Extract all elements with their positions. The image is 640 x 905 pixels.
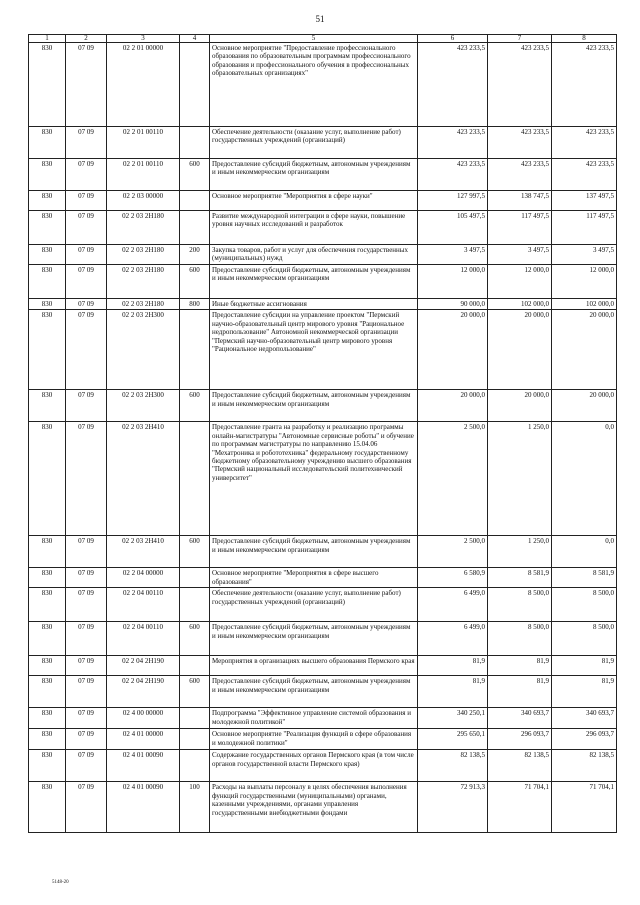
target-article-cell: 02 2 01 00110	[107, 159, 180, 191]
section-code-cell: 07 09	[66, 422, 107, 536]
description-cell: Мероприятия в организациях высшего образования Пермского края	[210, 656, 418, 676]
table-row	[29, 676, 617, 708]
section-code-cell: 07 09	[66, 568, 107, 588]
expense-type-cell	[180, 568, 210, 588]
amount-2023-cell: 137 497,5	[552, 191, 617, 211]
target-article-cell: 02 2 01 00000	[107, 43, 180, 127]
description-cell: Закупка товаров, работ и услуг для обеспечения государственных (муниципальных) нужд	[210, 245, 418, 265]
description-cell: Иные бюджетные ассигнования	[210, 299, 418, 310]
admin-code-cell: 830	[29, 750, 66, 782]
amount-2023-cell: 117 497,5	[552, 211, 617, 245]
amount-2023-cell: 81,9	[552, 656, 617, 676]
amount-2023-cell: 423 233,5	[552, 43, 617, 127]
amount-2023-cell: 12 000,0	[552, 265, 617, 299]
amount-2021-cell: 90 000,0	[418, 299, 488, 310]
amount-2021-cell: 105 497,5	[418, 211, 488, 245]
target-article-cell: 02 2 03 2Н180	[107, 265, 180, 299]
table-row	[29, 245, 617, 265]
table-row	[29, 390, 617, 422]
target-article-cell: 02 2 03 2Н180	[107, 299, 180, 310]
admin-code-cell: 830	[29, 159, 66, 191]
column-header: 7	[488, 35, 552, 43]
section-code-cell: 07 09	[66, 588, 107, 622]
header-row	[29, 35, 617, 43]
description-cell: Предоставление субсидий бюджетным, автономным учреждениям и иным некоммерческим организациям	[210, 159, 418, 191]
target-article-cell: 02 2 03 00000	[107, 191, 180, 211]
admin-code-cell: 830	[29, 422, 66, 536]
description-cell: Основное мероприятие "Мероприятия в сфере высшего образования"	[210, 568, 418, 588]
page-number: 51	[315, 14, 325, 24]
table-row	[29, 568, 617, 588]
amount-2022-cell: 423 233,5	[488, 43, 552, 127]
amount-2022-cell: 117 497,5	[488, 211, 552, 245]
admin-code-cell: 830	[29, 588, 66, 622]
section-code-cell: 07 09	[66, 127, 107, 159]
section-code-cell: 07 09	[66, 676, 107, 708]
expense-type-cell: 200	[180, 245, 210, 265]
amount-2023-cell: 8 500,0	[552, 622, 617, 656]
section-code-cell: 07 09	[66, 191, 107, 211]
amount-2021-cell: 2 500,0	[418, 536, 488, 568]
expense-type-cell: 600	[180, 622, 210, 656]
section-code-cell: 07 09	[66, 622, 107, 656]
admin-code-cell: 830	[29, 299, 66, 310]
description-cell: Предоставление субсидий бюджетным, автономным учреждениям и иным некоммерческим организациям	[210, 265, 418, 299]
description-cell: Основное мероприятие "Предоставление профессионального образования по образовательным программам профессионального образования и профессионального обучения в профессиональных образовательных организациях"	[210, 43, 418, 127]
column-header: 5	[210, 35, 418, 43]
column-header: 2	[66, 35, 107, 43]
expense-type-cell	[180, 211, 210, 245]
amount-2022-cell: 71 704,1	[488, 782, 552, 833]
table-row	[29, 127, 617, 159]
target-article-cell: 02 2 04 2Н190	[107, 656, 180, 676]
amount-2022-cell: 423 233,5	[488, 127, 552, 159]
amount-2021-cell: 423 233,5	[418, 127, 488, 159]
admin-code-cell: 830	[29, 310, 66, 390]
target-article-cell: 02 2 03 2Н180	[107, 211, 180, 245]
target-article-cell: 02 2 03 2Н300	[107, 310, 180, 390]
table-row	[29, 211, 617, 245]
table-row	[29, 708, 617, 729]
amount-2023-cell: 0,0	[552, 536, 617, 568]
section-code-cell: 07 09	[66, 536, 107, 568]
amount-2021-cell: 81,9	[418, 676, 488, 708]
section-code-cell: 07 09	[66, 390, 107, 422]
amount-2021-cell: 295 650,1	[418, 729, 488, 750]
table-row	[29, 159, 617, 191]
amount-2021-cell: 82 138,5	[418, 750, 488, 782]
table-row	[29, 191, 617, 211]
amount-2023-cell: 0,0	[552, 422, 617, 536]
admin-code-cell: 830	[29, 245, 66, 265]
description-cell: Предоставление субсидий бюджетным, автономным учреждениям и иным некоммерческим организациям	[210, 390, 418, 422]
amount-2023-cell: 102 000,0	[552, 299, 617, 310]
expense-type-cell: 600	[180, 676, 210, 708]
expense-type-cell	[180, 422, 210, 536]
expense-type-cell: 100	[180, 782, 210, 833]
section-code-cell: 07 09	[66, 211, 107, 245]
amount-2023-cell: 340 693,7	[552, 708, 617, 729]
amount-2021-cell: 127 997,5	[418, 191, 488, 211]
column-header: 3	[107, 35, 180, 43]
amount-2022-cell: 1 250,0	[488, 422, 552, 536]
amount-2023-cell: 423 233,5	[552, 127, 617, 159]
target-article-cell: 02 2 01 00110	[107, 127, 180, 159]
table-row	[29, 422, 617, 536]
description-cell: Предоставление субсидии на управление проектом "Пермский научно-образовательный центр мирового уровня "Рациональное недропользование" Автономной некоммерческой организации "Пермский научно-образовательный центр мирового уровня "Рациональное недропользование"	[210, 310, 418, 390]
description-cell: Предоставление субсидий бюджетным, автономным учреждениям и иным некоммерческим организациям	[210, 676, 418, 708]
amount-2021-cell: 20 000,0	[418, 310, 488, 390]
table-row	[29, 750, 617, 782]
column-header: 4	[180, 35, 210, 43]
amount-2022-cell: 3 497,5	[488, 245, 552, 265]
expense-type-cell	[180, 588, 210, 622]
expense-type-cell	[180, 750, 210, 782]
expense-type-cell	[180, 656, 210, 676]
admin-code-cell: 830	[29, 211, 66, 245]
table-body	[29, 43, 617, 833]
admin-code-cell: 830	[29, 265, 66, 299]
table-row	[29, 622, 617, 656]
admin-code-cell: 830	[29, 729, 66, 750]
target-article-cell: 02 4 01 00000	[107, 729, 180, 750]
amount-2023-cell: 423 233,5	[552, 159, 617, 191]
description-cell: Предоставление гранта на разработку и реализацию программы онлайн-магистратуры "Автономные сервисные роботы" и обучение по программам магистратуры по направлению 15.04.06 "Мехатроника и робототехника" федеральному государственному бюджетному образовательному учреждению высшего образования "Пермский национальный исследовательский политехнический университет"	[210, 422, 418, 536]
admin-code-cell: 830	[29, 568, 66, 588]
amount-2022-cell: 12 000,0	[488, 265, 552, 299]
amount-2023-cell: 3 497,5	[552, 245, 617, 265]
table-row	[29, 588, 617, 622]
section-code-cell: 07 09	[66, 782, 107, 833]
expense-type-cell	[180, 310, 210, 390]
amount-2021-cell: 6 499,0	[418, 588, 488, 622]
table-row	[29, 536, 617, 568]
table-row	[29, 310, 617, 390]
section-code-cell: 07 09	[66, 310, 107, 390]
target-article-cell: 02 4 01 00090	[107, 750, 180, 782]
expense-type-cell	[180, 708, 210, 729]
target-article-cell: 02 2 04 00000	[107, 568, 180, 588]
description-cell: Обеспечение деятельности (оказание услуг, выполнение работ) государственных учреждений (организаций)	[210, 588, 418, 622]
admin-code-cell: 830	[29, 656, 66, 676]
amount-2022-cell: 138 747,5	[488, 191, 552, 211]
amount-2022-cell: 102 000,0	[488, 299, 552, 310]
column-header: 6	[418, 35, 488, 43]
admin-code-cell: 830	[29, 622, 66, 656]
amount-2023-cell: 8 500,0	[552, 588, 617, 622]
amount-2021-cell: 340 250,1	[418, 708, 488, 729]
expense-type-cell: 600	[180, 159, 210, 191]
target-article-cell: 02 4 01 00090	[107, 782, 180, 833]
expense-type-cell: 600	[180, 390, 210, 422]
amount-2022-cell: 82 138,5	[488, 750, 552, 782]
description-cell: Развитие международной интеграции в сфере науки, повышение уровня научных исследований и разработок	[210, 211, 418, 245]
expense-type-cell: 800	[180, 299, 210, 310]
amount-2021-cell: 72 913,3	[418, 782, 488, 833]
column-header: 1	[29, 35, 66, 43]
admin-code-cell: 830	[29, 782, 66, 833]
admin-code-cell: 830	[29, 43, 66, 127]
amount-2022-cell: 340 693,7	[488, 708, 552, 729]
amount-2021-cell: 6 580,9	[418, 568, 488, 588]
column-header: 8	[552, 35, 617, 43]
target-article-cell: 02 2 03 2Н410	[107, 536, 180, 568]
expense-type-cell	[180, 43, 210, 127]
amount-2021-cell: 423 233,5	[418, 159, 488, 191]
amount-2022-cell: 81,9	[488, 676, 552, 708]
amount-2022-cell: 8 500,0	[488, 622, 552, 656]
section-code-cell: 07 09	[66, 245, 107, 265]
table-row	[29, 729, 617, 750]
amount-2023-cell: 71 704,1	[552, 782, 617, 833]
admin-code-cell: 830	[29, 676, 66, 708]
document-code: 5148-20	[52, 880, 69, 885]
description-cell: Подпрограмма "Эффективное управление системой образования и молодежной политикой"	[210, 708, 418, 729]
target-article-cell: 02 2 03 2Н300	[107, 390, 180, 422]
amount-2022-cell: 8 500,0	[488, 588, 552, 622]
expense-type-cell	[180, 191, 210, 211]
admin-code-cell: 830	[29, 708, 66, 729]
description-cell: Содержание государственных органов Пермского края (в том числе органов государственной власти Пермского края)	[210, 750, 418, 782]
target-article-cell: 02 2 04 00110	[107, 588, 180, 622]
section-code-cell: 07 09	[66, 265, 107, 299]
table-row	[29, 265, 617, 299]
admin-code-cell: 830	[29, 191, 66, 211]
target-article-cell: 02 2 04 00110	[107, 622, 180, 656]
table-row	[29, 782, 617, 833]
section-code-cell: 07 09	[66, 656, 107, 676]
amount-2022-cell: 20 000,0	[488, 310, 552, 390]
amount-2022-cell: 20 000,0	[488, 390, 552, 422]
section-code-cell: 07 09	[66, 750, 107, 782]
amount-2021-cell: 3 497,5	[418, 245, 488, 265]
description-cell: Предоставление субсидий бюджетным, автономным учреждениям и иным некоммерческим организациям	[210, 536, 418, 568]
budget-table	[28, 34, 617, 833]
amount-2021-cell: 81,9	[418, 656, 488, 676]
amount-2022-cell: 8 581,9	[488, 568, 552, 588]
expense-type-cell: 600	[180, 536, 210, 568]
expense-type-cell: 600	[180, 265, 210, 299]
amount-2023-cell: 81,9	[552, 676, 617, 708]
amount-2023-cell: 20 000,0	[552, 310, 617, 390]
amount-2021-cell: 20 000,0	[418, 390, 488, 422]
amount-2021-cell: 2 500,0	[418, 422, 488, 536]
amount-2023-cell: 8 581,9	[552, 568, 617, 588]
description-cell: Обеспечение деятельности (оказание услуг, выполнение работ) государственных учреждений (организаций)	[210, 127, 418, 159]
amount-2021-cell: 423 233,5	[418, 43, 488, 127]
admin-code-cell: 830	[29, 127, 66, 159]
section-code-cell: 07 09	[66, 159, 107, 191]
section-code-cell: 07 09	[66, 299, 107, 310]
target-article-cell: 02 4 00 00000	[107, 708, 180, 729]
target-article-cell: 02 2 04 2Н190	[107, 676, 180, 708]
target-article-cell: 02 2 03 2Н410	[107, 422, 180, 536]
description-cell: Предоставление субсидий бюджетным, автономным учреждениям и иным некоммерческим организациям	[210, 622, 418, 656]
table-row	[29, 656, 617, 676]
amount-2022-cell: 1 250,0	[488, 536, 552, 568]
description-cell: Расходы на выплаты персоналу в целях обеспечения выполнения функций государственными (муниципальными) органами, казенными учреждениями, органами управления государственными внебюджетными фондами	[210, 782, 418, 833]
admin-code-cell: 830	[29, 536, 66, 568]
target-article-cell: 02 2 03 2Н180	[107, 245, 180, 265]
expense-type-cell	[180, 729, 210, 750]
description-cell: Основное мероприятие "Мероприятия в сфере науки"	[210, 191, 418, 211]
section-code-cell: 07 09	[66, 708, 107, 729]
section-code-cell: 07 09	[66, 43, 107, 127]
amount-2023-cell: 296 093,7	[552, 729, 617, 750]
amount-2022-cell: 423 233,5	[488, 159, 552, 191]
amount-2021-cell: 6 499,0	[418, 622, 488, 656]
amount-2023-cell: 82 138,5	[552, 750, 617, 782]
admin-code-cell: 830	[29, 390, 66, 422]
amount-2022-cell: 296 093,7	[488, 729, 552, 750]
section-code-cell: 07 09	[66, 729, 107, 750]
amount-2022-cell: 81,9	[488, 656, 552, 676]
amount-2023-cell: 20 000,0	[552, 390, 617, 422]
expense-type-cell	[180, 127, 210, 159]
description-cell: Основное мероприятие "Реализация функций в сфере образования и молодежной политики"	[210, 729, 418, 750]
amount-2021-cell: 12 000,0	[418, 265, 488, 299]
table-row	[29, 43, 617, 127]
table-row	[29, 299, 617, 310]
